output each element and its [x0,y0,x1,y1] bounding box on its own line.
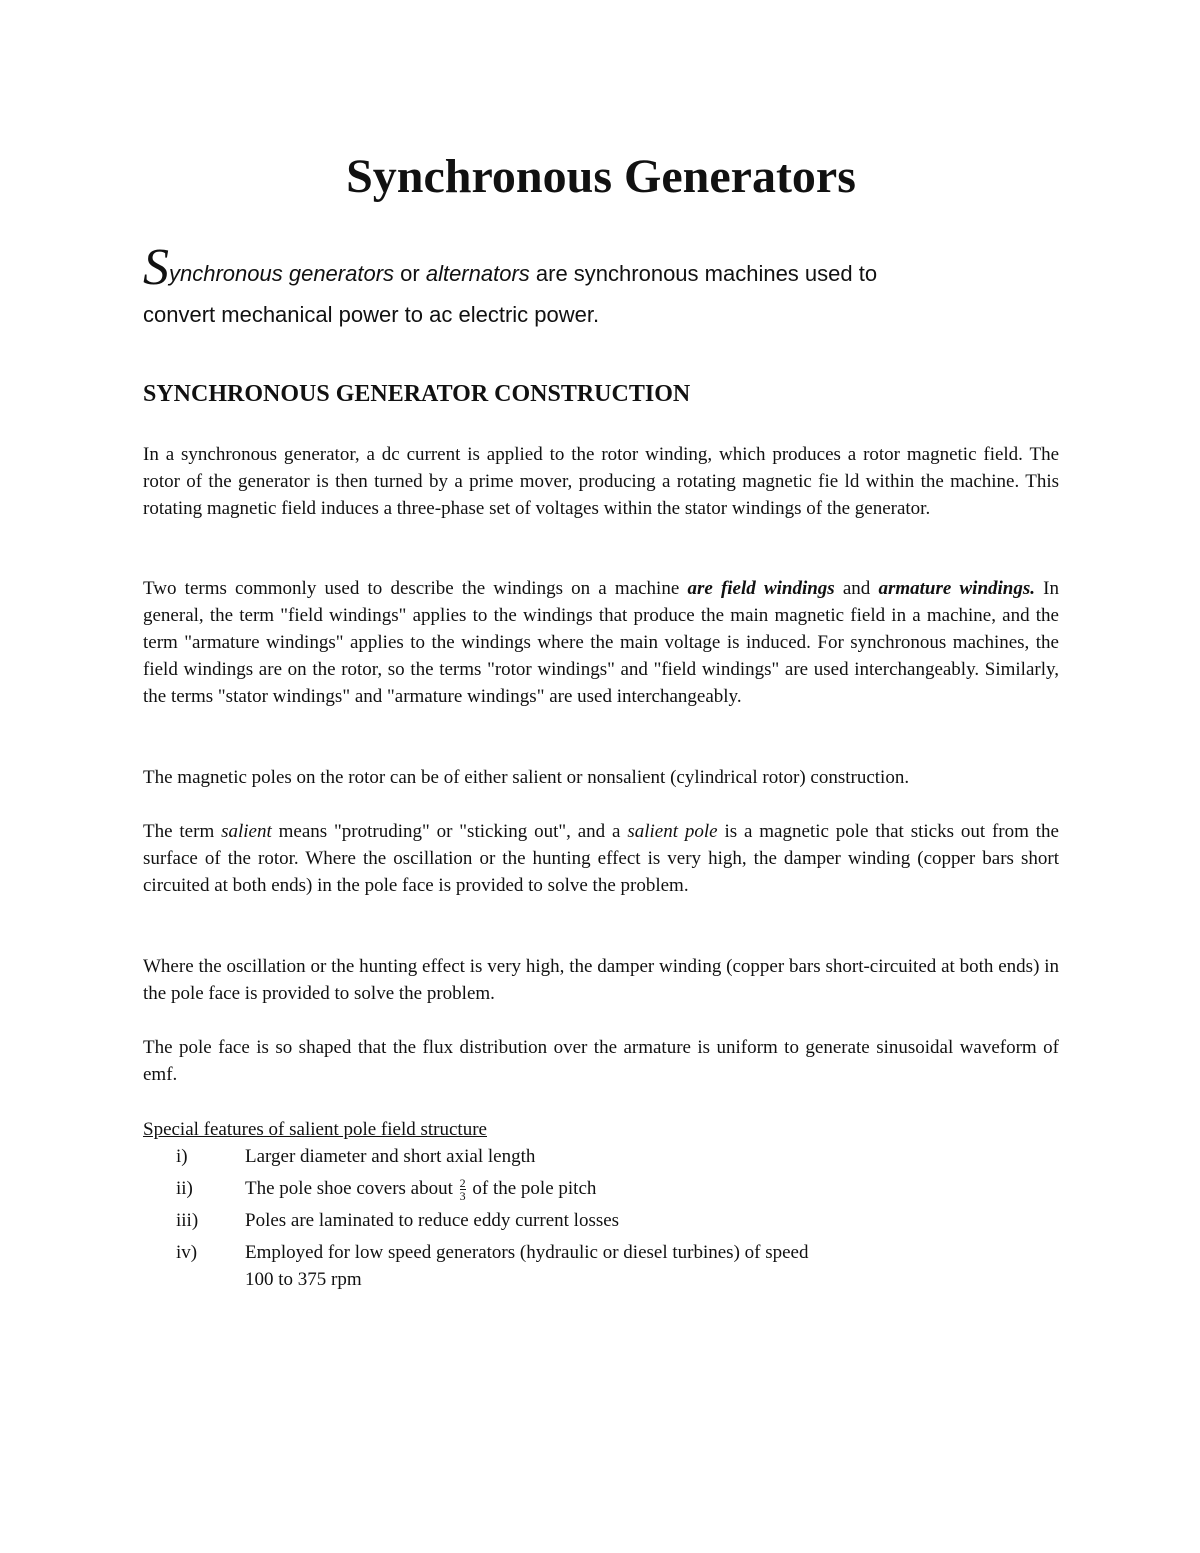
paragraph-magnetic-poles: The magnetic poles on the rotor can be of either salient or nonsalient (cylindrical rotor) construction. [143,767,910,788]
intro-paragraph [143,239,1059,335]
list-item [143,1143,1059,1170]
paragraph2-middle: and [834,578,879,599]
paragraph-damper-winding: Where the oscillation or the hunting effect is very high, the damper winding (copper bars short-circuited at both ends) in the pole face is provided to solve the problem. [143,956,1059,1004]
fraction-numerator: 2 [459,1176,466,1191]
section-heading: SYNCHRONOUS GENERATOR CONSTRUCTION [143,381,691,407]
features-list [143,1143,1059,1298]
intro-term-synchronous-generators: ynchronous generators [169,261,395,286]
paragraph-winding-terms [143,575,1059,710]
list-item [143,1207,1059,1234]
list-item-text-line2: 100 to 375 rpm [245,1269,362,1291]
page-title: Synchronous Generators [346,150,856,203]
intro-connector: or [394,261,426,286]
paragraph4-middle: means "protruding" or "sticking out", and a [271,821,628,842]
features-heading: Special features of salient pole field structure [143,1119,487,1140]
drop-cap: S [143,239,169,296]
list-item-text: Larger diameter and short axial length [245,1146,536,1167]
intro-term-alternators: alternators [425,261,530,286]
fraction-two-thirds [460,1177,466,1202]
list-item-number: ii) [176,1178,193,1199]
list-item-text-after: of the pole pitch [467,1178,597,1199]
paragraph-salient-pole [143,818,1059,899]
paragraph4-before: The term [143,821,222,842]
list-item [143,1239,1059,1293]
term-field-windings: are field windings [687,578,835,599]
list-item-number: i) [176,1146,188,1167]
fraction-denominator: 3 [459,1189,466,1204]
paragraph-pole-face: The pole face is so shaped that the flux distribution over the armature is uniform to generate sinusoidal waveform of emf. [143,1037,1059,1085]
paragraph2-after: In general, the term "field windings" applies to the windings that produce the main magnetic field in a machine, and the term "armature windings" applies to the windings where the main voltage is induced. For synchronous machines, the field windings are on the rotor, so the terms "rotor windings" and "field windings" are used interchangeably. Similarly, the terms "stator windings" and "armature windings" are used interchangeably. [143,578,1060,707]
paragraph-rotor-field: In a synchronous generator, a dc current is applied to the rotor winding, which produces a rotor magnetic field. The rotor of the generator is then turned by a prime mover, producing a rotating magnetic fie ld within the machine. This rotating magnetic field induces a three-phase set of voltages within the stator windings of the generator. [143,444,1059,519]
paragraph2-before: Two terms commonly used to describe the windings on a machine [143,578,688,599]
list-item [143,1175,1059,1202]
paragraph4-after: is a magnetic pole that sticks out from the surface of the rotor. Where the oscillation or the hunting effect is very high, the damper winding (copper bars short circuited at both ends) in the pole face is provided to solve the problem. [143,821,1059,896]
list-item-text: Poles are laminated to reduce eddy current losses [245,1210,620,1232]
list-item-number: iii) [176,1210,199,1232]
list-item-text-line1: Employed for low speed generators (hydraulic or diesel turbines) of speed [245,1242,809,1264]
intro-line2: convert mechanical power to ac electric power. [143,302,600,327]
list-item-text-before: The pole shoe covers about [245,1178,458,1199]
term-armature-windings: armature windings. [878,578,1036,599]
list-item-number: iv) [176,1242,198,1264]
term-salient-pole: salient pole [627,821,718,842]
term-salient: salient [221,821,272,842]
intro-rest-line1: are synchronous machines used to [529,261,878,286]
